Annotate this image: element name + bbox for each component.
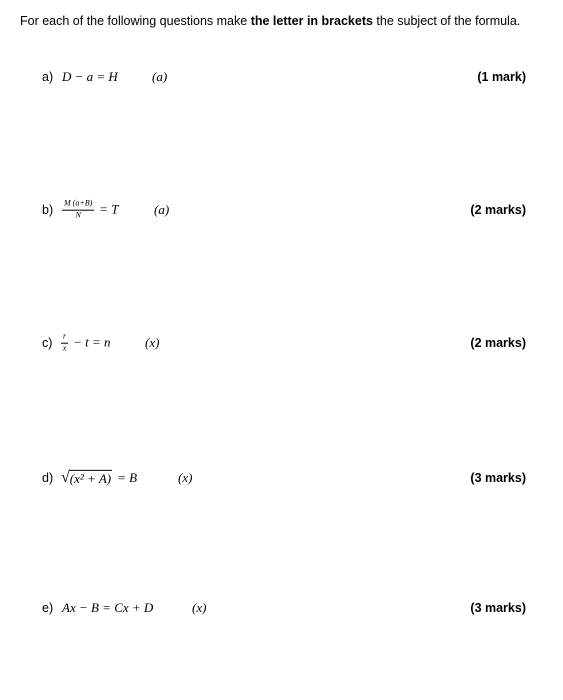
fraction bbox=[61, 333, 68, 354]
marks: (2 marks) bbox=[470, 336, 526, 350]
radicand: (x² + A) bbox=[69, 470, 112, 486]
question-c bbox=[42, 328, 526, 358]
question-d bbox=[42, 463, 526, 493]
radical-sign: √ bbox=[61, 469, 70, 487]
subject-variable: (x) bbox=[178, 470, 193, 485]
formula: Ax − B = Cx + D bbox=[62, 600, 154, 615]
question-e bbox=[42, 593, 526, 623]
denominator: x bbox=[62, 343, 67, 353]
formula-rest: = B bbox=[117, 469, 138, 485]
instructions-emphasis: the letter in brackets bbox=[250, 14, 373, 28]
question-a bbox=[42, 62, 526, 92]
question-label: b) bbox=[42, 203, 54, 217]
subject-variable: (a) bbox=[152, 69, 168, 84]
formula: D − a = H bbox=[62, 69, 118, 84]
formula-rest: = T bbox=[99, 202, 119, 217]
formula bbox=[61, 333, 111, 354]
denominator: N bbox=[75, 210, 81, 220]
instructions-text-end: the subject of the formula. bbox=[372, 14, 521, 28]
marks: (1 mark) bbox=[477, 70, 526, 84]
marks: (3 marks) bbox=[470, 601, 526, 615]
square-root bbox=[61, 470, 112, 486]
question-b bbox=[42, 195, 526, 225]
subject-variable: (x) bbox=[145, 335, 160, 350]
numerator: M (a+B) bbox=[62, 200, 94, 211]
subject-variable: (x) bbox=[192, 600, 207, 615]
subject-variable: (a) bbox=[154, 202, 170, 217]
question-label: d) bbox=[42, 471, 54, 485]
numerator: r bbox=[61, 333, 68, 344]
instructions bbox=[20, 14, 520, 28]
formula bbox=[61, 470, 137, 486]
instructions-text-start: For each of the following questions make bbox=[20, 14, 251, 28]
question-label: c) bbox=[42, 336, 53, 350]
fraction bbox=[62, 200, 94, 221]
formula-rest: − t = n bbox=[73, 335, 111, 350]
marks: (2 marks) bbox=[470, 203, 526, 217]
marks: (3 marks) bbox=[470, 471, 526, 485]
question-label: e) bbox=[42, 601, 54, 615]
formula bbox=[62, 200, 119, 221]
question-label: a) bbox=[42, 70, 54, 84]
